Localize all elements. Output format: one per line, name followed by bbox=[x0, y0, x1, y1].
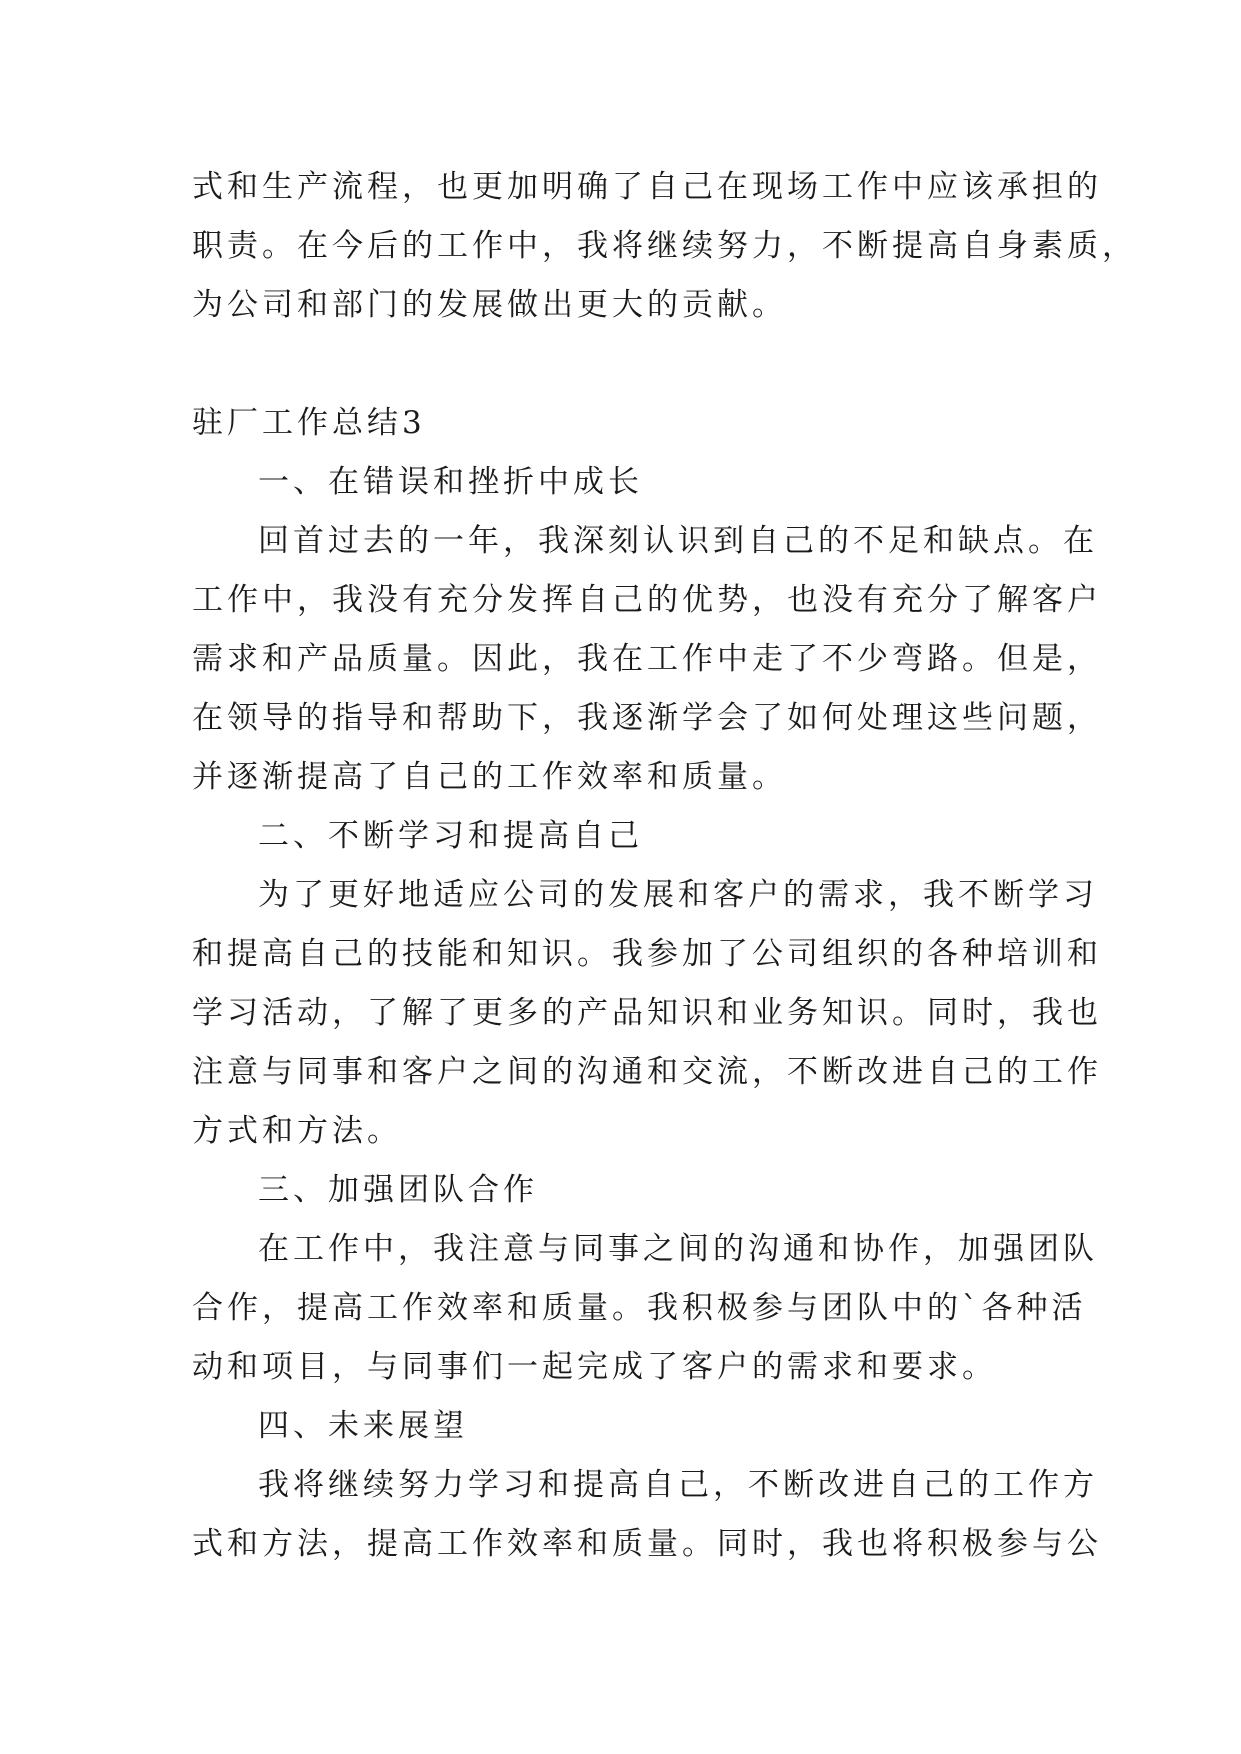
text-line: 方式和方法。 bbox=[192, 1113, 402, 1149]
document-body bbox=[192, 158, 1137, 1574]
text-line: 学习活动，了解了更多的产品知识和业务知识。同时，我也 bbox=[192, 995, 1102, 1031]
text-line: 合作，提高工作效率和质量。我积极参与团队中的`各种活 bbox=[192, 1290, 1087, 1326]
text-line: 为了更好地适应公司的发展和客户的需求，我不断学习 bbox=[258, 877, 1098, 913]
heading-2: 二、不断学习和提高自己 bbox=[258, 818, 643, 854]
heading-3: 三、加强团队合作 bbox=[258, 1172, 538, 1208]
text-line: 我将继续努力学习和提高自己，不断改进自己的工作方 bbox=[258, 1467, 1098, 1503]
text-line: 需求和产品质量。因此，我在工作中走了不少弯路。但是， bbox=[192, 641, 1102, 677]
text-line: 回首过去的一年，我深刻认识到自己的不足和缺点。在 bbox=[258, 523, 1098, 559]
text-line: 动和项目，与同事们一起完成了客户的需求和要求。 bbox=[192, 1349, 997, 1385]
paragraph-1 bbox=[192, 512, 1102, 807]
text-line: 式和方法，提高工作效率和质量。同时，我也将积极参与公 bbox=[192, 1526, 1102, 1562]
heading-4: 四、未来展望 bbox=[258, 1408, 468, 1444]
text-line: 和提高自己的技能和知识。我参加了公司组织的各种培训和 bbox=[192, 936, 1102, 972]
intro-paragraph bbox=[192, 158, 1137, 335]
text-line: 职责。在今后的工作中，我将继续努力，不断提高自身素质， bbox=[192, 228, 1137, 264]
text-line: 并逐渐提高了自己的工作效率和质量。 bbox=[192, 759, 787, 795]
paragraph-4 bbox=[192, 1456, 1102, 1574]
text-line: 式和生产流程，也更加明确了自己在现场工作中应该承担的 bbox=[192, 169, 1102, 205]
paragraph-2 bbox=[192, 866, 1102, 1161]
text-line: 为公司和部门的发展做出更大的贡献。 bbox=[192, 287, 787, 323]
text-line: 注意与同事和客户之间的沟通和交流，不断改进自己的工作 bbox=[192, 1054, 1102, 1090]
paragraph-gap bbox=[192, 335, 1072, 394]
text-line: 在领导的指导和帮助下，我逐渐学会了如何处理这些问题， bbox=[192, 700, 1102, 736]
paragraph-3 bbox=[192, 1220, 1098, 1397]
text-line: 工作中，我没有充分发挥自己的优势，也没有充分了解客户 bbox=[192, 582, 1102, 618]
text-line: 在工作中，我注意与同事之间的沟通和协作，加强团队 bbox=[258, 1231, 1098, 1267]
section-title: 驻厂工作总结3 bbox=[192, 405, 426, 441]
heading-1: 一、在错误和挫折中成长 bbox=[258, 464, 643, 500]
